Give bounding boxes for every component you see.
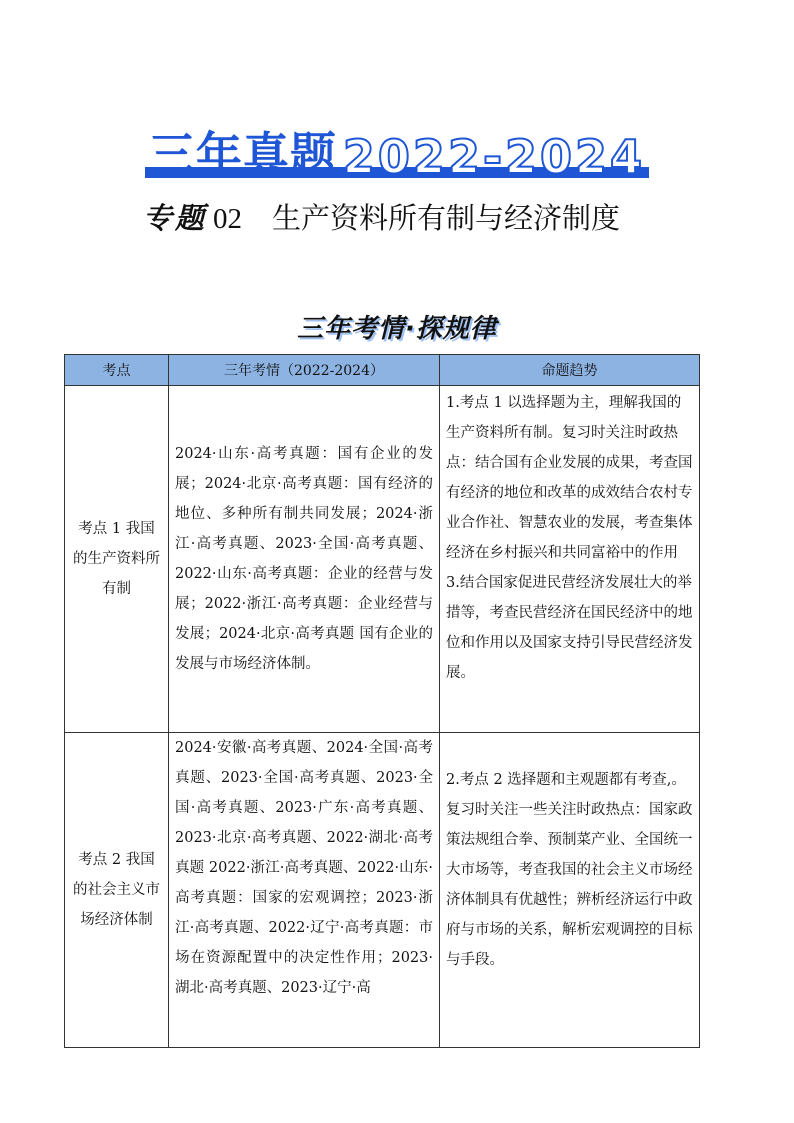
header-topic: 考点 (65, 355, 169, 386)
exam-cell: 2024·安徽·高考真题、2024·全国·高考真题、2023·全国·高考真题、2023·全国·高考真题、2023·广东·高考真题、2023·北京·高考真题、2022·湖北·高考真题 2022·浙江·高考真题、2022·山东·高考真题：国家的宏观调控；2023·浙江·高考真题、2022·辽宁·高考真题：市场在资源配置中的决定性作用；2023·湖北·高考真题、2023·辽宁·高 (169, 733, 440, 1048)
topic-number: 02 (213, 203, 243, 235)
table-row (65, 386, 700, 733)
topic-title: 生产资料所有制与经济制度 (272, 201, 621, 235)
trend-cell (440, 733, 700, 1048)
banner-main-text: 三年真题 (148, 127, 337, 181)
table-row (65, 733, 700, 1048)
topic-cell: 考点 1 我国的生产资料所有制 (65, 386, 169, 733)
trend-cell (440, 386, 700, 733)
exam-analysis-table (64, 354, 700, 1048)
table-header-row (65, 355, 700, 386)
exam-cell: 2024·山东·高考真题：国有企业的发展；2024·北京·高考真题：国有经济的地位、多种所有制共同发展；2024·浙江·高考真题、2023·全国·高考真题、2022·山东·高考真题：企业的经营与发展；2022·浙江·高考真题：企业经营与发展；2024·北京·高考真题 国有企业的发展与市场经济体制。 (169, 386, 440, 733)
banner-years-text: 2022-2024 (342, 130, 646, 184)
banner-inner (145, 118, 649, 184)
header-trends: 命题趋势 (440, 355, 700, 386)
trend-paragraph: 3.结合国家促进民营经济发展壮大的举措等，考查民营经济在国民经济中的地位和作用以及国家支持引导民营经济发展。 (446, 575, 693, 681)
topic-cell: 考点 2 我国的社会主义市场经济体制 (65, 733, 169, 1048)
trend-paragraph: 2.考点 2 选择题和主观题都有考查,。复习时关注一些关注时政热点：国家政策法规组合拳、预制菜产业、全国统一大市场等，考查我国的社会主义市场经济体制具有优越性；辨析经济运行中政府与市场的关系，解析宏观调控的目标与手段。 (446, 772, 693, 968)
trend-paragraph: 1.考点 1 以选择题为主，理解我国的生产资料所有制。复习时关注时政热点：结合国有企业发展的成果，考查国有经济的地位和改革的成效结合农村专业合作社、智慧农业的发展，考查集体经济在乡村振兴和共同富裕中的作用 (446, 395, 693, 561)
section-title (0, 308, 794, 345)
header-exams: 三年考情（2022-2024） (169, 355, 440, 386)
topic-heading (143, 196, 620, 237)
topic-label: 专题 (143, 201, 208, 235)
banner-title (0, 118, 794, 184)
section-title-text: 三年考情·探规律 (297, 314, 497, 344)
